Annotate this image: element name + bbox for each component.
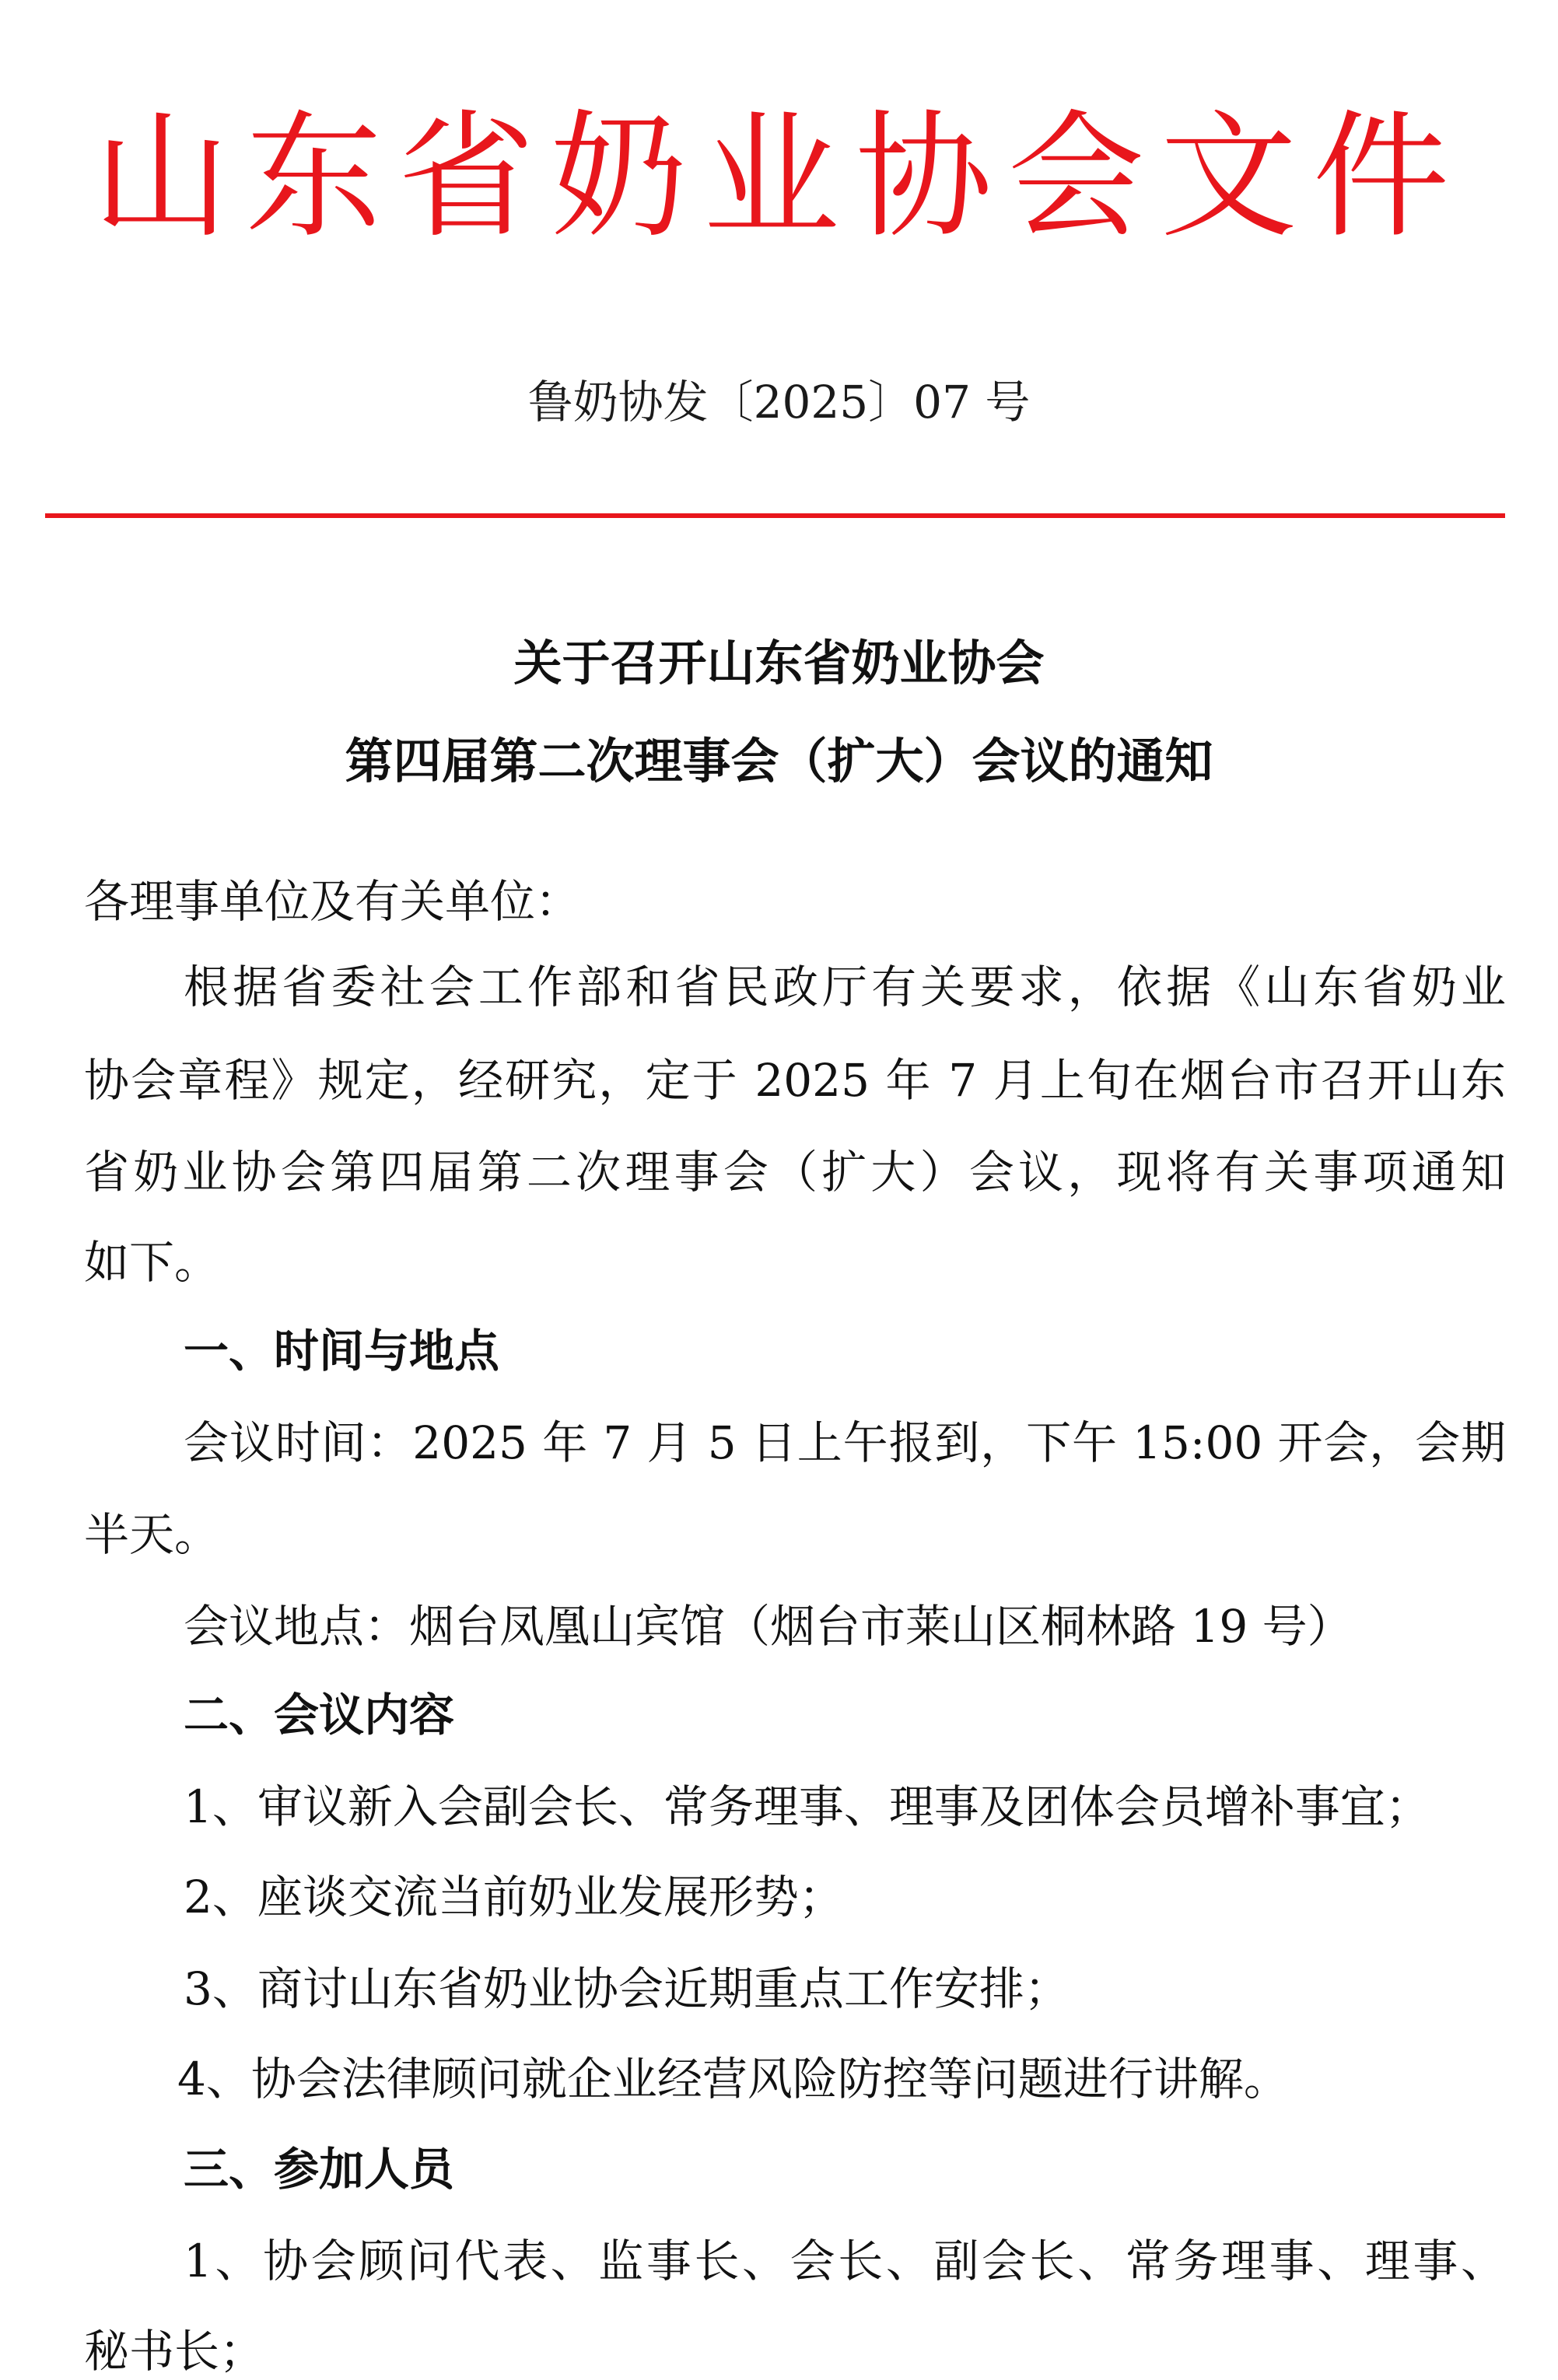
section-heading-meeting-content: 二、会议内容 <box>184 1689 455 1741</box>
section-heading-time-location: 一、时间与地点 <box>184 1325 500 1377</box>
participants-item-1-line-2: 秘书长； <box>84 2325 265 2378</box>
notice-title-line-1: 关于召开山东省奶业协会 <box>513 635 1045 691</box>
meeting-location: 会议地点：烟台凤凰山宾馆（烟台市莱山区桐林路 19 号） <box>184 1600 1353 1653</box>
content-item-4: 4、协会法律顾问就企业经营风险防控等问题进行讲解。 <box>177 2053 1289 2105</box>
salutation: 各理事单位及有关单位： <box>84 875 581 928</box>
content-item-2: 2、座谈交流当前奶业发展形势； <box>184 1871 844 1923</box>
meeting-time-line-1: 会议时间：2025 年 7 月 5 日上午报到，下午 15:00 开会，会期 <box>184 1416 1506 1469</box>
red-divider-line <box>45 513 1505 518</box>
intro-line-1: 根据省委社会工作部和省民政厅有关要求，依据《山东省奶业 <box>184 961 1506 1013</box>
document-header-title: 山东省奶业协会文件 <box>93 97 1465 257</box>
section-heading-participants: 三、参加人员 <box>184 2143 455 2196</box>
intro-line-4: 如下。 <box>84 1236 220 1289</box>
content-item-1: 1、审议新入会副会长、常务理事、理事及团体会员增补事宜； <box>184 1780 1430 1833</box>
notice-title-line-2: 第四届第二次理事会（扩大）会议的通知 <box>345 733 1213 789</box>
meeting-time-line-2: 半天。 <box>84 1508 220 1561</box>
document-number: 鲁奶协发〔2025〕07 号 <box>527 376 1031 429</box>
participants-item-1-line-1: 1、协会顾问代表、监事长、会长、副会长、常务理事、理事、 <box>184 2235 1506 2287</box>
content-item-3: 3、商讨山东省奶业协会近期重点工作安排； <box>184 1962 1070 2015</box>
intro-line-3: 省奶业协会第四届第二次理事会（扩大）会议，现将有关事项通知 <box>84 1146 1506 1199</box>
intro-line-2: 协会章程》规定，经研究，定于 2025 年 7 月上旬在烟台市召开山东 <box>84 1054 1506 1107</box>
